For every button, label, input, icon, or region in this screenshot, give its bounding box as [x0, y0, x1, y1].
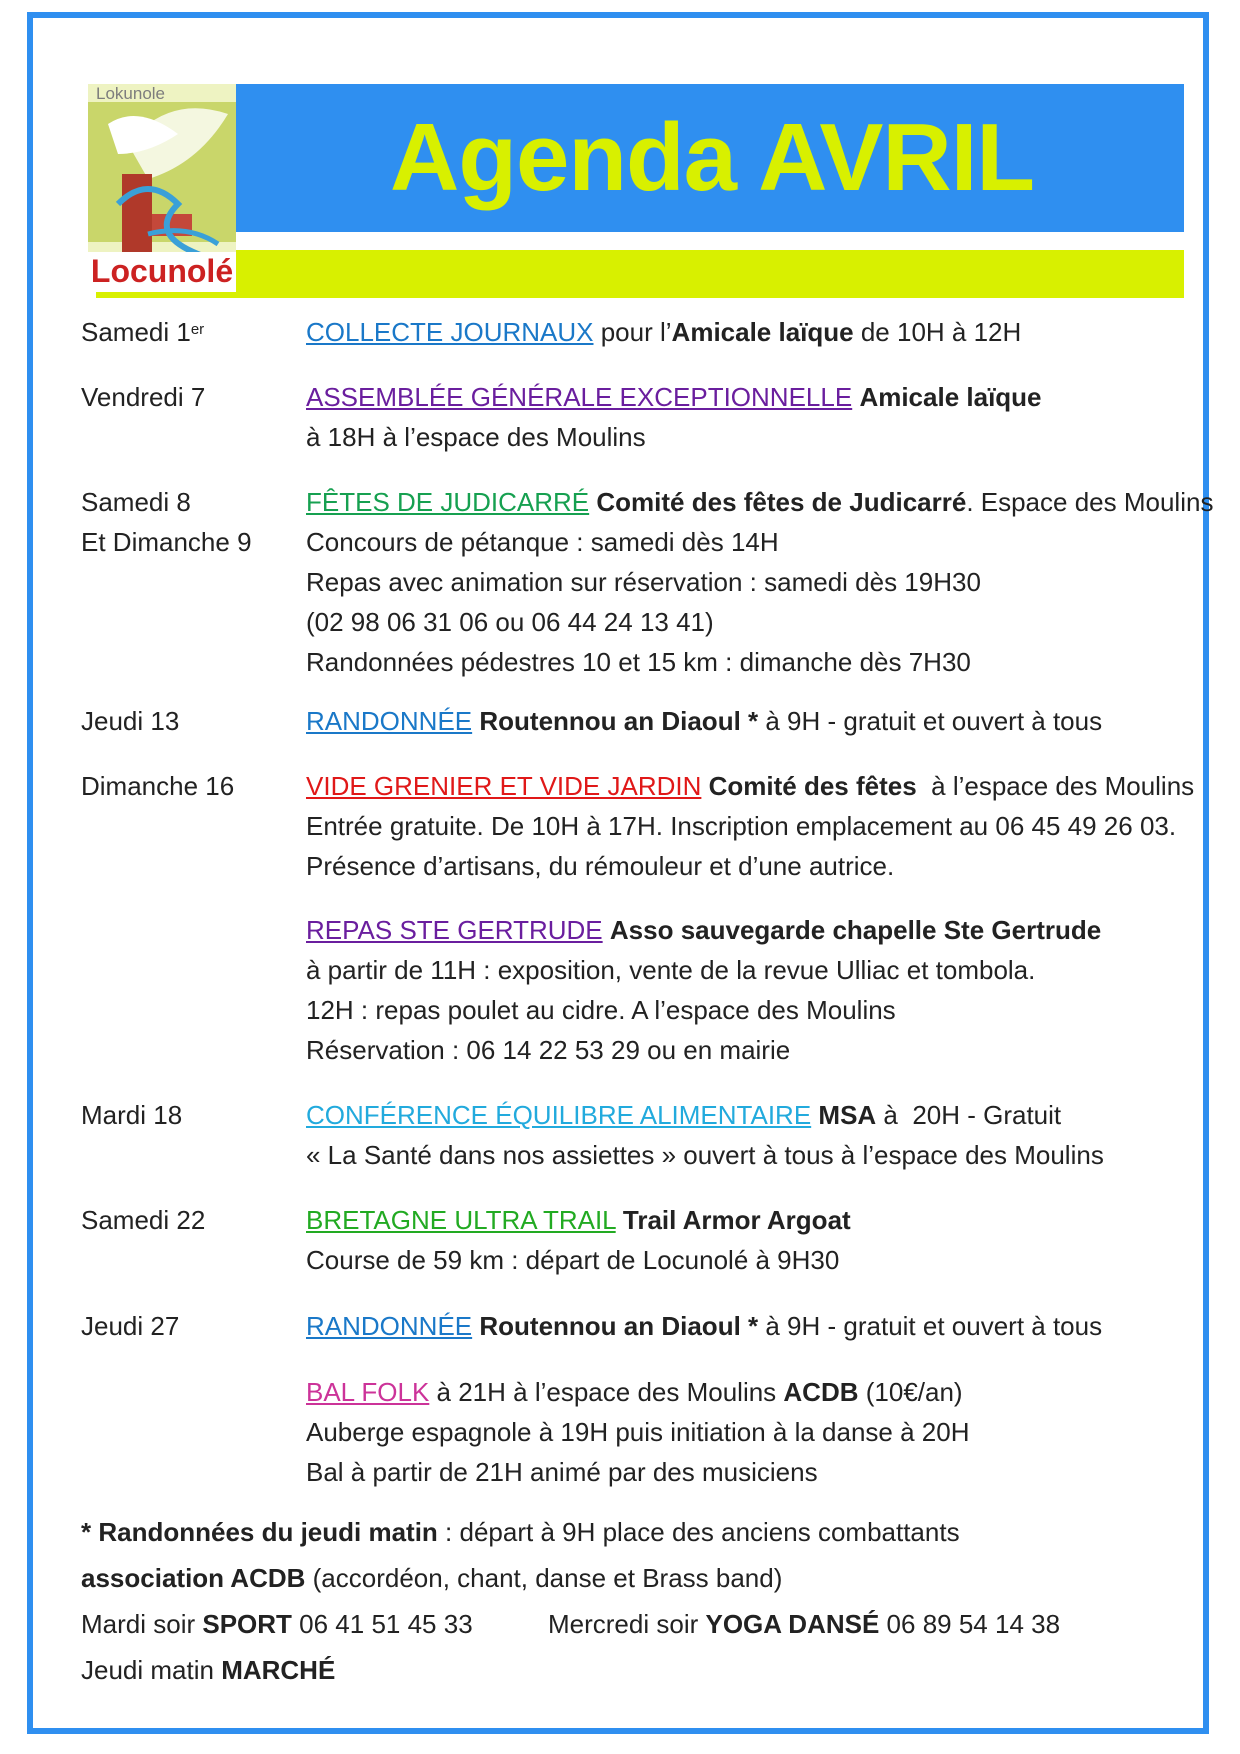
- event-title: BAL FOLK: [306, 1377, 430, 1407]
- event-date-line: Jeudi 13: [81, 706, 180, 736]
- event-description: [306, 1200, 1186, 1280]
- event-detail-line: Concours de pétanque : samedi dès 14H: [306, 527, 779, 557]
- event-organizer: Comité des fêtes de Judicarré: [596, 487, 967, 517]
- event-date-line: Mardi 18: [81, 1100, 183, 1130]
- event-detail-line: 12H : repas poulet au cidre. A l’espace des Moulins: [306, 995, 896, 1025]
- footer-sport-bold: SPORT: [202, 1609, 292, 1639]
- event-description: [306, 766, 1195, 886]
- event-description: [306, 1372, 1186, 1492]
- event-text: à l’espace des Moulins: [916, 771, 1195, 801]
- header-banner-lime: [96, 250, 1184, 298]
- event-headline: [306, 1372, 1186, 1412]
- event-description: [306, 312, 1186, 352]
- footer-line-rando: [81, 1512, 1181, 1552]
- event-date-line: [81, 312, 291, 352]
- footer-marche-pre: Jeudi matin: [81, 1655, 222, 1685]
- event-text: à 20H - Gratuit: [876, 1100, 1062, 1130]
- event-detail-line: Présence d’artisans, du rémouleur et d’une autrice.: [306, 851, 895, 881]
- event-text: de 10H à 12H: [853, 317, 1022, 347]
- event-detail-line: Repas avec animation sur réservation : samedi dès 19H30: [306, 567, 981, 597]
- event-description: [306, 482, 1214, 682]
- event-description: [306, 910, 1186, 1070]
- event-date: [81, 312, 291, 352]
- event-headline: [306, 701, 1186, 741]
- footer-yoga-bold: YOGA DANSÉ: [705, 1609, 880, 1639]
- event-description: [306, 377, 1186, 457]
- event-text: à 9H - gratuit et ouvert à tous: [758, 1311, 1103, 1341]
- event-headline: [306, 312, 1186, 352]
- event-detail-line: « La Santé dans nos assiettes » ouvert à tous à l’espace des Moulins: [306, 1140, 1104, 1170]
- event-date: [81, 1306, 291, 1346]
- event-date: [81, 701, 291, 741]
- logo-top-label: Lokunole: [96, 84, 166, 103]
- event-description: [306, 1306, 1186, 1346]
- footer-rando-bold: * Randonnées du jeudi matin: [81, 1517, 438, 1547]
- event-text: [701, 771, 708, 801]
- event-detail-line: Réservation : 06 14 22 53 29 ou en mairie: [306, 1035, 791, 1065]
- event-detail-line: (02 98 06 31 06 ou 06 44 24 13 41): [306, 607, 714, 637]
- event-title: REPAS STE GERTRUDE: [306, 915, 603, 945]
- event-text: pour l’: [593, 317, 672, 347]
- footer-line-yoga: [548, 1604, 1188, 1644]
- event-description: [306, 1095, 1186, 1175]
- event-date-line: Samedi 8: [81, 487, 191, 517]
- footer-rando-text: : départ à 9H place des anciens combattants: [437, 1517, 960, 1547]
- event-detail-line: Randonnées pédestres 10 et 15 km : dimanche dès 7H30: [306, 647, 971, 677]
- event-text: (10€/an): [858, 1377, 963, 1407]
- event-date-sup: er: [190, 321, 205, 338]
- event-organizer: Routennou an Diaoul *: [479, 706, 759, 736]
- event-text: à 9H - gratuit et ouvert à tous: [758, 706, 1103, 736]
- event-text: à 21H à l’espace des Moulins: [429, 1377, 784, 1407]
- event-title: FÊTES DE JUDICARRÉ: [306, 487, 590, 517]
- event-date-line: Jeudi 27: [81, 1311, 180, 1341]
- event-title: COLLECTE JOURNAUX: [306, 317, 594, 347]
- event-organizer: Amicale laïque: [671, 317, 854, 347]
- event-title: VIDE GRENIER ET VIDE JARDIN: [306, 771, 702, 801]
- event-detail-line: Bal à partir de 21H animé par des musiciens: [306, 1457, 818, 1487]
- footer-yoga-pre: Mercredi soir: [548, 1609, 706, 1639]
- event-organizer: Asso sauvegarde chapelle Ste Gertrude: [609, 915, 1102, 945]
- event-organizer: ACDB: [783, 1377, 859, 1407]
- event-text: [603, 915, 610, 945]
- event-headline: [306, 910, 1186, 950]
- footer-marche-bold: MARCHÉ: [221, 1655, 336, 1685]
- event-detail-line: Entrée gratuite. De 10H à 17H. Inscription emplacement au 06 45 49 26 03.: [306, 811, 1177, 841]
- event-title: RANDONNÉE: [306, 1311, 473, 1341]
- footer-acdb-bold: association ACDB: [81, 1563, 306, 1593]
- event-organizer: Routennou an Diaoul *: [479, 1311, 759, 1341]
- event-date: [81, 377, 291, 417]
- event-headline: [306, 377, 1186, 417]
- event-title: BRETAGNE ULTRA TRAIL: [306, 1205, 616, 1235]
- event-organizer: Amicale laïque: [859, 382, 1042, 412]
- footer-yoga-tel: 06 89 54 14 38: [879, 1609, 1061, 1639]
- event-date: [81, 766, 291, 806]
- event-detail-line: à 18H à l’espace des Moulins: [306, 422, 646, 452]
- event-date-text: Samedi 1: [81, 317, 191, 347]
- footer-line-marche: [81, 1650, 1181, 1690]
- event-headline: [306, 766, 1195, 806]
- event-date-line: Samedi 22: [81, 1205, 206, 1235]
- event-detail-line: Course de 59 km : départ de Locunolé à 9H30: [306, 1245, 840, 1275]
- event-organizer: Comité des fêtes: [708, 771, 917, 801]
- event-title: CONFÉRENCE ÉQUILIBRE ALIMENTAIRE: [306, 1100, 812, 1130]
- event-date-line: Et Dimanche 9: [81, 527, 252, 557]
- event-detail-line: à partir de 11H : exposition, vente de la revue Ulliac et tombola.: [306, 955, 1036, 985]
- event-headline: [306, 1306, 1186, 1346]
- event-date-line: Vendredi 7: [81, 382, 206, 412]
- event-date: [81, 1200, 291, 1240]
- event-date-line: Dimanche 16: [81, 771, 235, 801]
- event-detail-line: Auberge espagnole à 19H puis initiation à la danse à 20H: [306, 1417, 970, 1447]
- event-organizer: Trail Armor Argoat: [622, 1205, 851, 1235]
- event-date: [81, 482, 291, 562]
- event-date: [81, 1095, 291, 1135]
- footer-sport-tel: 06 41 51 45 33: [291, 1609, 473, 1639]
- event-headline: [306, 1095, 1186, 1135]
- footer-acdb-text: (accordéon, chant, danse et Brass band): [305, 1563, 783, 1593]
- logo-label: Locunolé: [90, 253, 234, 289]
- event-headline: [306, 482, 1214, 522]
- page-title: Agenda AVRIL: [389, 104, 1034, 211]
- event-text: . Espace des Moulins: [966, 487, 1214, 517]
- event-title: ASSEMBLÉE GÉNÉRALE EXCEPTIONNELLE: [306, 382, 853, 412]
- event-title: RANDONNÉE: [306, 706, 473, 736]
- locunole-logo: [88, 84, 236, 292]
- event-text: [616, 1205, 623, 1235]
- footer-line-acdb: [81, 1558, 1181, 1598]
- event-description: [306, 701, 1186, 741]
- event-organizer: MSA: [818, 1100, 877, 1130]
- event-headline: [306, 1200, 1186, 1240]
- footer-sport-pre: Mardi soir: [81, 1609, 203, 1639]
